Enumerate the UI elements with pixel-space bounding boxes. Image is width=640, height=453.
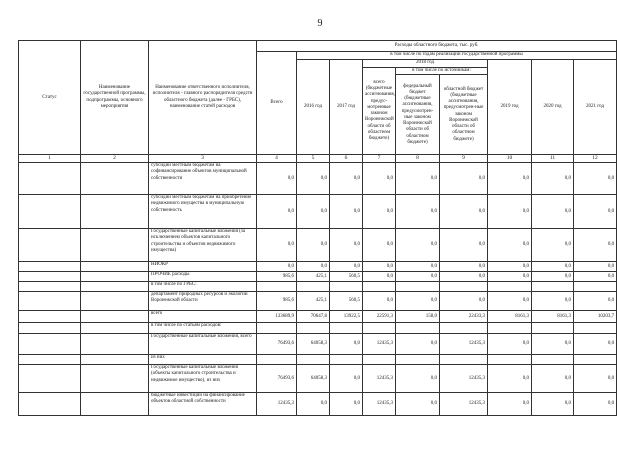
column-index: 1: [19, 155, 81, 163]
column-index-row: [19, 155, 617, 163]
table-row: [19, 323, 617, 334]
value-cell: 22433,3: [440, 311, 488, 323]
value-cell: 0,0: [297, 163, 330, 195]
value-cell: [330, 323, 363, 334]
value-cell: 0,0: [297, 262, 330, 272]
value-cell: 0,0: [532, 393, 574, 416]
program-cell: [81, 355, 149, 365]
table-row: [19, 262, 617, 272]
value-cell: 0,0: [363, 195, 396, 229]
value-cell: 22591,3: [363, 311, 396, 323]
value-cell: 0,0: [574, 292, 617, 311]
status-cell: [19, 323, 81, 334]
value-cell: 0,0: [574, 163, 617, 195]
value-cell: 0,0: [396, 229, 440, 262]
value-cell: [440, 323, 488, 334]
value-cell: 0,0: [440, 292, 488, 311]
table-row: [19, 393, 617, 416]
status-cell: [19, 163, 81, 195]
value-cell: 0,0: [257, 163, 297, 195]
status-cell: [19, 311, 81, 323]
value-cell: 0,0: [257, 229, 297, 262]
value-cell: 425,1: [297, 292, 330, 311]
table-body: [19, 163, 617, 416]
value-cell: 76493,6: [257, 334, 297, 355]
value-cell: [363, 323, 396, 334]
value-cell: 560,5: [330, 272, 363, 282]
value-cell: 0,0: [330, 229, 363, 262]
expense-item-name: субсидии местным бюджетам на приобретение недвижимого имущества в муниципальную собственность: [149, 195, 257, 229]
expense-item-name: из них: [149, 355, 257, 365]
status-cell: [19, 195, 81, 229]
value-cell: [574, 282, 617, 292]
value-cell: 12435,3: [440, 334, 488, 355]
value-cell: 133689,9: [257, 311, 297, 323]
table-row: [19, 355, 617, 365]
page-number: 9: [317, 18, 323, 29]
header-by-sources: в том числе по источникам:: [396, 68, 488, 75]
value-cell: 985,6: [257, 292, 297, 311]
value-cell: 0,0: [488, 272, 532, 282]
value-cell: [257, 323, 297, 334]
value-cell: 0,0: [532, 195, 574, 229]
expense-item-name: Государственные капитальные вложения (объекты капитального строительства и недвижимое имущество), из них: [149, 365, 257, 393]
value-cell: 985,6: [257, 272, 297, 282]
value-cell: [396, 323, 440, 334]
status-cell: [19, 355, 81, 365]
value-cell: 0,0: [396, 393, 440, 416]
value-cell: 0,0: [532, 334, 574, 355]
value-cell: 10203,7: [574, 311, 617, 323]
expense-item-name: всего: [149, 311, 257, 323]
value-cell: 0,0: [440, 272, 488, 282]
value-cell: 0,0: [330, 262, 363, 272]
status-cell: [19, 262, 81, 272]
value-cell: 0,0: [396, 292, 440, 311]
value-cell: 0,0: [532, 262, 574, 272]
header-2018: 2018 год: [363, 60, 488, 68]
value-cell: 0,0: [363, 292, 396, 311]
column-index: 6: [330, 155, 363, 163]
value-cell: [488, 355, 532, 365]
value-cell: 0,0: [330, 365, 363, 393]
value-cell: 0,0: [440, 229, 488, 262]
program-cell: [81, 365, 149, 393]
value-cell: 0,0: [396, 262, 440, 272]
column-index: 7: [363, 155, 396, 163]
value-cell: 0,0: [363, 163, 396, 195]
program-cell: [81, 272, 149, 282]
value-cell: 0,0: [330, 334, 363, 355]
value-cell: [257, 282, 297, 292]
table-row: [19, 195, 617, 229]
value-cell: 0,0: [396, 365, 440, 393]
value-cell: 12435,3: [363, 365, 396, 393]
value-cell: 0,0: [363, 272, 396, 282]
program-cell: [81, 282, 149, 292]
value-cell: 0,0: [532, 365, 574, 393]
table-row: [19, 365, 617, 393]
header-expenses: Расходы областного бюджета, тыс. руб.: [257, 41, 617, 52]
value-cell: 0,0: [488, 393, 532, 416]
value-cell: [440, 355, 488, 365]
value-cell: [396, 282, 440, 292]
value-cell: 158,0: [396, 311, 440, 323]
header-regional: областной бюджет (бюджетные ассигнования, предусмотрен-ные законом Воронежской области об областном бюджете): [440, 75, 488, 155]
header-2017: 2017 год: [330, 60, 363, 155]
value-cell: 560,5: [330, 292, 363, 311]
value-cell: 0,0: [488, 334, 532, 355]
value-cell: [363, 282, 396, 292]
header-2020: 2020 год: [532, 60, 574, 155]
header-2016: 2016 год: [297, 60, 330, 155]
value-cell: 0,0: [574, 365, 617, 393]
value-cell: 8161,3: [488, 311, 532, 323]
value-cell: [297, 323, 330, 334]
value-cell: [532, 323, 574, 334]
expense-item-name: НИОКР: [149, 262, 257, 272]
value-cell: 0,0: [396, 272, 440, 282]
header-by-years: в том числе по годам реализации государственной программы: [297, 52, 617, 60]
value-cell: 0,0: [574, 229, 617, 262]
status-cell: [19, 365, 81, 393]
value-cell: 76493,6: [257, 365, 297, 393]
value-cell: 0,0: [330, 393, 363, 416]
header-2018-all: всего (бюджетные ассигнования, предус-мотренные законом Воронежской области об областном бюджете): [363, 68, 396, 155]
value-cell: [488, 323, 532, 334]
program-cell: [81, 262, 149, 272]
value-cell: 0,0: [574, 272, 617, 282]
table-row: [19, 334, 617, 355]
program-cell: [81, 323, 149, 334]
value-cell: [574, 323, 617, 334]
value-cell: 12435,3: [257, 393, 297, 416]
program-cell: [81, 229, 149, 262]
value-cell: 0,0: [396, 163, 440, 195]
value-cell: 0,0: [396, 334, 440, 355]
value-cell: 12435,3: [363, 393, 396, 416]
value-cell: 0,0: [574, 334, 617, 355]
value-cell: 0,0: [488, 195, 532, 229]
column-index: 3: [149, 155, 257, 163]
program-cell: [81, 334, 149, 355]
value-cell: 0,0: [488, 262, 532, 272]
value-cell: 0,0: [297, 229, 330, 262]
value-cell: [396, 355, 440, 365]
value-cell: 425,1: [297, 272, 330, 282]
header-2021: 2021 год: [574, 60, 617, 155]
value-cell: 0,0: [330, 195, 363, 229]
value-cell: 0,0: [440, 262, 488, 272]
budget-table: [18, 40, 617, 416]
value-cell: [532, 282, 574, 292]
value-cell: 70647,8: [297, 311, 330, 323]
status-cell: [19, 272, 81, 282]
program-cell: [81, 311, 149, 323]
table-row: [19, 272, 617, 282]
table-row: [19, 282, 617, 292]
header-total: Всего: [257, 52, 297, 155]
status-cell: [19, 292, 81, 311]
expense-item-name: в том числе по ГРБС:: [149, 282, 257, 292]
table-row: [19, 163, 617, 195]
value-cell: [330, 355, 363, 365]
value-cell: 0,0: [297, 195, 330, 229]
table-row: [19, 229, 617, 262]
value-cell: 0,0: [440, 163, 488, 195]
value-cell: 12435,3: [440, 365, 488, 393]
expense-item-name: департамент природных ресурсов и экологии Воронежской области: [149, 292, 257, 311]
value-cell: 0,0: [297, 393, 330, 416]
status-cell: [19, 282, 81, 292]
value-cell: 0,0: [330, 163, 363, 195]
value-cell: 0,0: [363, 229, 396, 262]
expense-item-name: ПРОЧИЕ расходы: [149, 272, 257, 282]
table-row: [19, 311, 617, 323]
value-cell: 12435,3: [363, 334, 396, 355]
header-2019: 2019 год: [488, 60, 532, 155]
value-cell: 0,0: [532, 292, 574, 311]
column-index: 2: [81, 155, 149, 163]
header-executor: Наименование ответственного исполнителя, исполнителя - главного распорядителя средств областного бюджета (далее - ГРБС), наименование статей расходов: [149, 41, 257, 155]
value-cell: 0,0: [363, 262, 396, 272]
program-cell: [81, 393, 149, 416]
value-cell: 0,0: [532, 272, 574, 282]
value-cell: [440, 282, 488, 292]
value-cell: 0,0: [257, 195, 297, 229]
value-cell: 0,0: [574, 393, 617, 416]
value-cell: 0,0: [574, 262, 617, 272]
status-cell: [19, 334, 81, 355]
header-program: Наименование государственной программы, подпрограммы, основного мероприятия: [81, 41, 149, 155]
value-cell: [330, 282, 363, 292]
column-index: 8: [396, 155, 440, 163]
column-index: 10: [488, 155, 532, 163]
value-cell: [257, 355, 297, 365]
value-cell: 0,0: [488, 365, 532, 393]
value-cell: 0,0: [440, 195, 488, 229]
status-cell: [19, 393, 81, 416]
value-cell: 64058,3: [297, 365, 330, 393]
value-cell: 12435,3: [440, 393, 488, 416]
column-index: 11: [532, 155, 574, 163]
header-status: Статус: [19, 41, 81, 155]
column-index: 9: [440, 155, 488, 163]
value-cell: 0,0: [574, 195, 617, 229]
value-cell: [488, 282, 532, 292]
value-cell: 8161,3: [532, 311, 574, 323]
header-federal: федеральный бюджет (бюджетные ассигнования, предусмотрен-ные законом Воронежской области об областном бюджете): [396, 75, 440, 155]
expense-item-name: в том числе по статьям расходов:: [149, 323, 257, 334]
value-cell: 13922,5: [330, 311, 363, 323]
value-cell: 0,0: [488, 229, 532, 262]
value-cell: [363, 355, 396, 365]
column-index: 4: [257, 155, 297, 163]
value-cell: [297, 355, 330, 365]
expense-item-name: субсидии местным бюджетам на софинансирование объектов муниципальной собственности: [149, 163, 257, 195]
value-cell: [574, 355, 617, 365]
program-cell: [81, 292, 149, 311]
value-cell: [297, 282, 330, 292]
program-cell: [81, 195, 149, 229]
expense-item-name: бюджетные инвестиции на финансирование объектов областной собственности: [149, 393, 257, 416]
value-cell: 0,0: [257, 262, 297, 272]
program-cell: [81, 163, 149, 195]
value-cell: 0,0: [532, 229, 574, 262]
table-row: [19, 292, 617, 311]
status-cell: [19, 229, 81, 262]
value-cell: 0,0: [532, 163, 574, 195]
column-index: 12: [574, 155, 617, 163]
value-cell: 0,0: [396, 195, 440, 229]
value-cell: [532, 355, 574, 365]
column-index: 5: [297, 155, 330, 163]
value-cell: 0,0: [488, 163, 532, 195]
value-cell: 64058,3: [297, 334, 330, 355]
expense-item-name: Государственные капитальные вложения (за исключением объектов капитального строительства и объектов недвижимого имущества): [149, 229, 257, 262]
value-cell: 0,0: [488, 292, 532, 311]
expense-item-name: Государственные капитальные вложения, всего: [149, 334, 257, 355]
